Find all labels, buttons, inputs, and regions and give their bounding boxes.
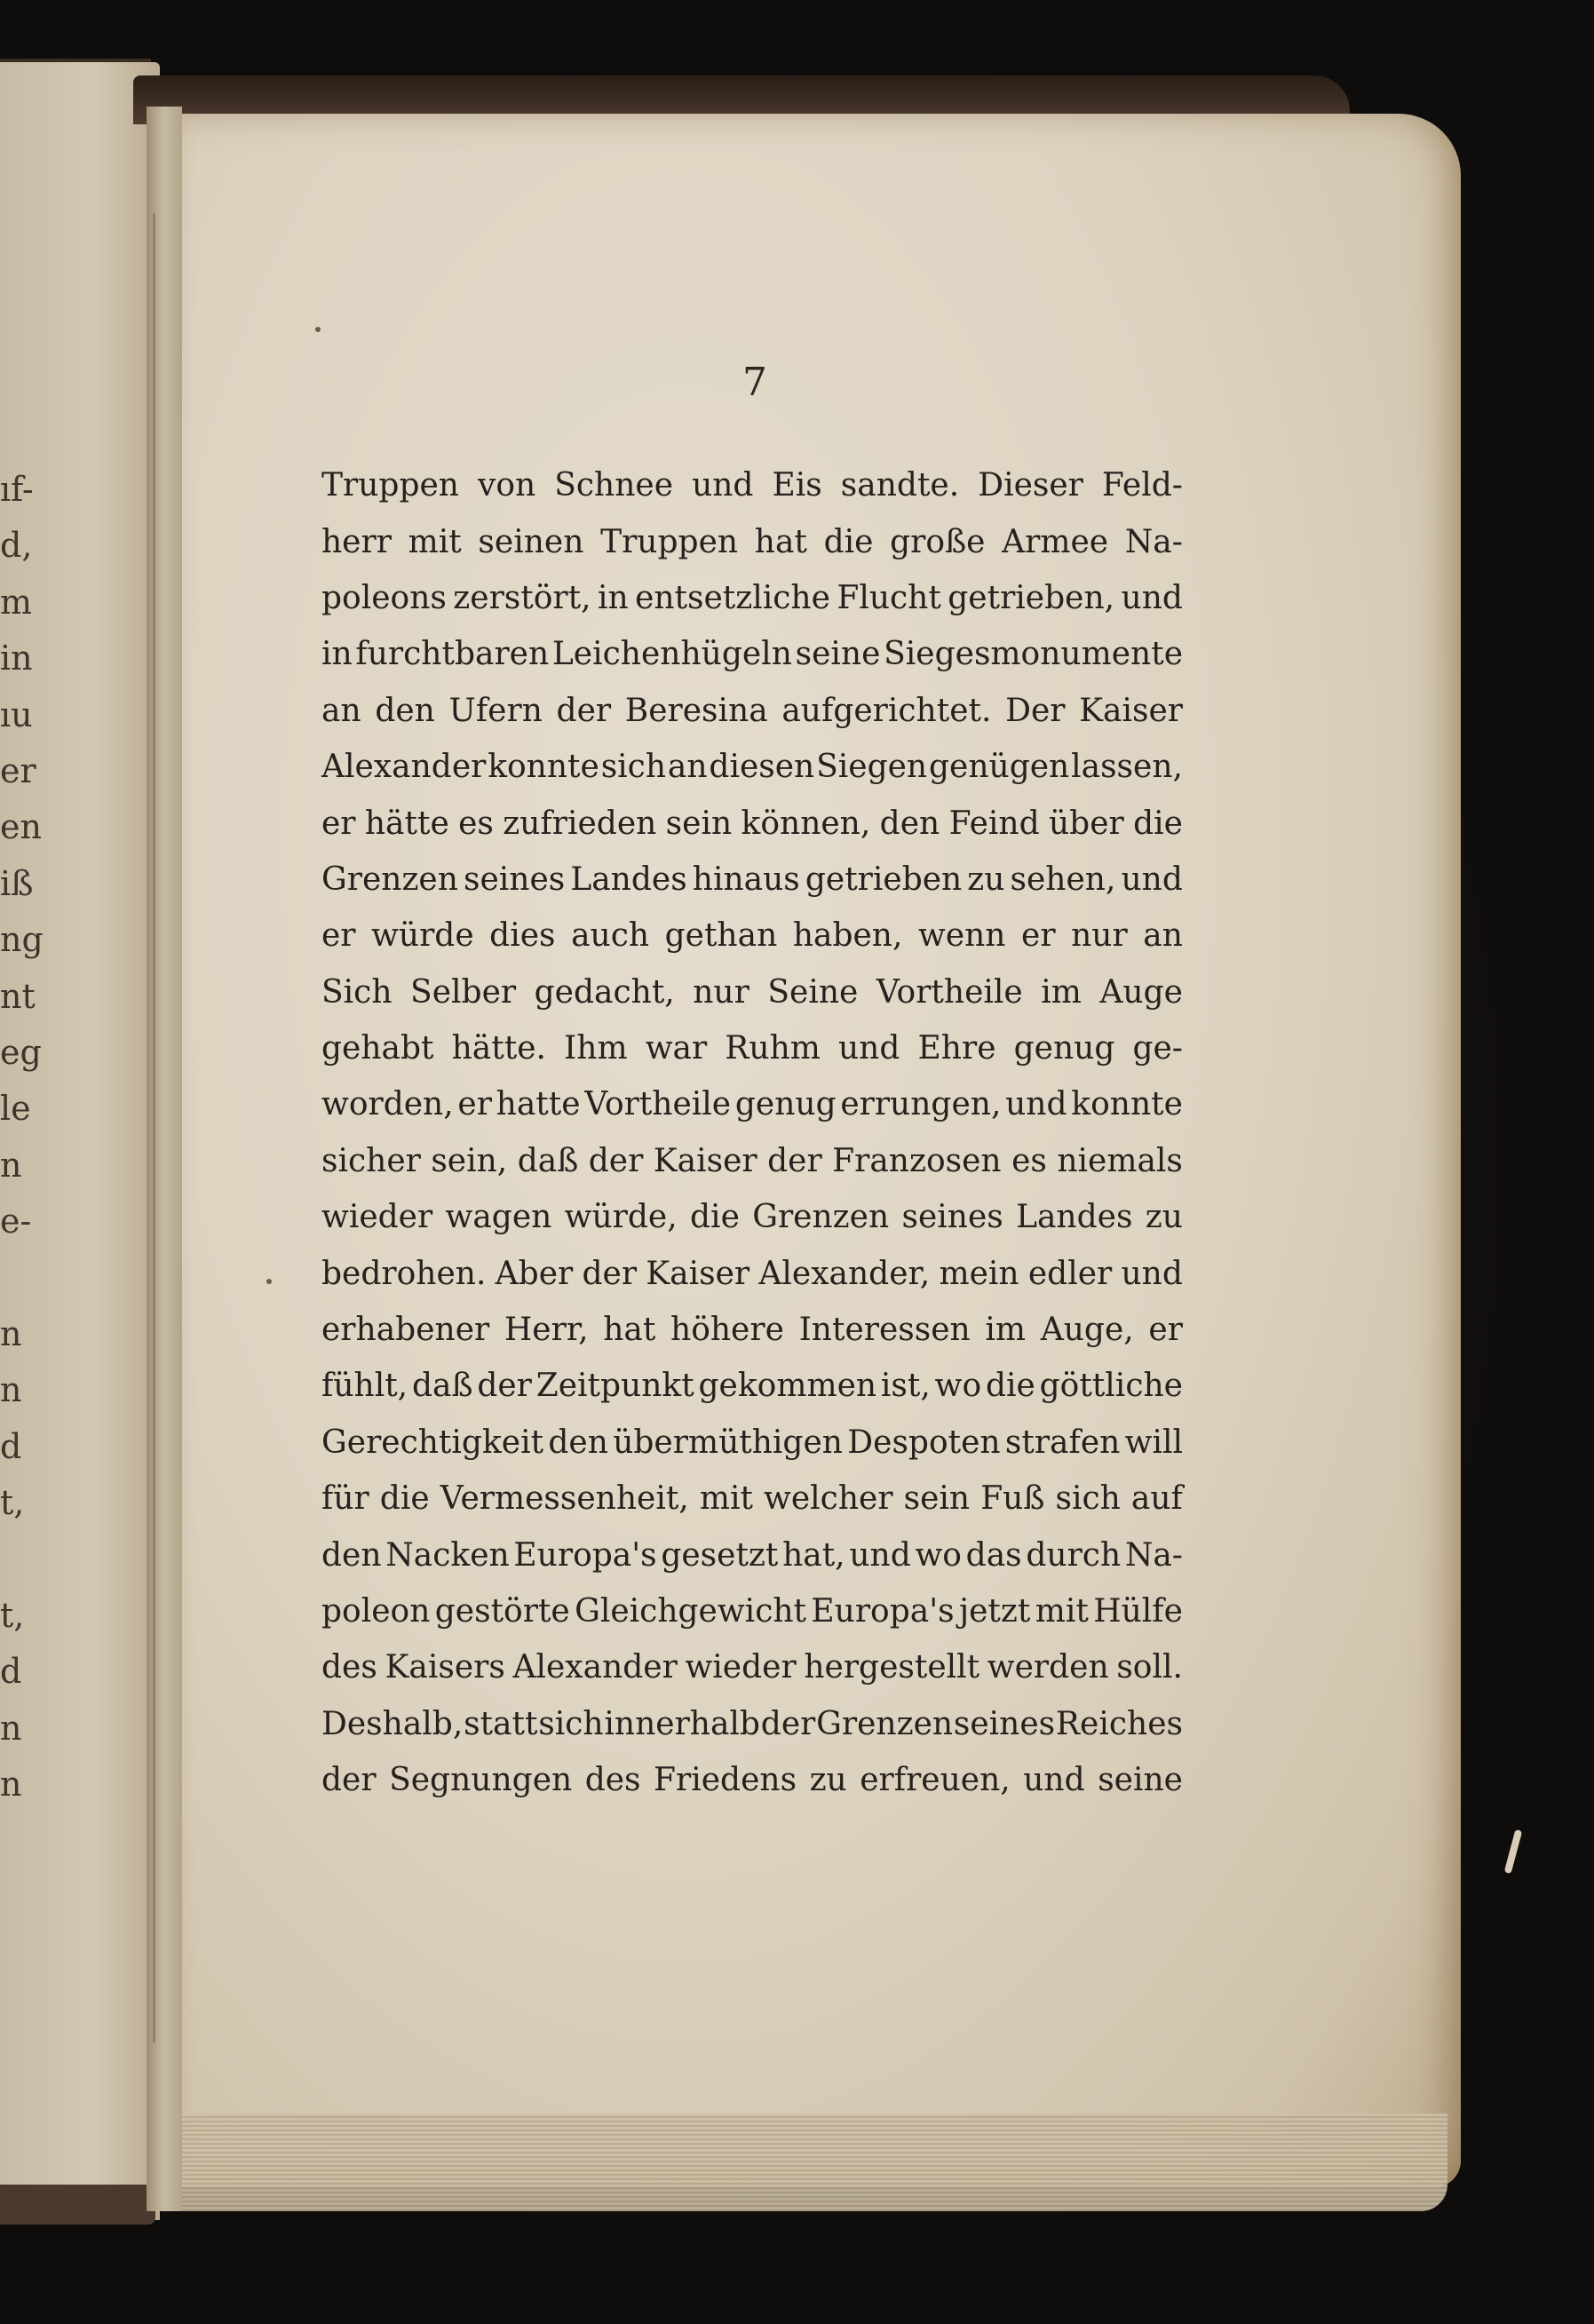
text-line: der Segnungen des Friedens zu erfreuen, und seine [321,1762,1183,1799]
paper-speck [315,327,321,332]
left-page-fragment: nt [0,976,36,1016]
left-page-fragment: eg [0,1032,42,1072]
left-page-fragment: m [0,582,33,622]
left-page-fragment: e- [0,1202,32,1241]
left-page-fragment: d [0,1426,22,1466]
left-page-fragment: n [0,1708,22,1748]
text-line: Deshalb, statt sich innerhalb der Grenzen seines Reiches [321,1705,1183,1742]
gutter-fold-line [153,213,155,2042]
text-line: an den Ufern der Beresina aufgerichtet. Der Kaiser [321,692,1183,729]
left-page-fragment: er [0,750,36,790]
left-page-fragment [0,1531,27,1587]
text-line: Truppen von Schnee und Eis sandte. Dieser Feld- [321,467,1183,504]
text-line: Sich Selber gedacht, nur Seine Vortheile im Auge [321,973,1183,1011]
text-line: Grenzen seines Landes hinaus getrieben zu sehen, und [321,861,1183,898]
left-page-fragment: d, [0,526,33,566]
left-cover-bottom [0,2185,155,2225]
text-line: er würde dies auch gethan haben, wenn er nur an [321,917,1183,955]
page-edges [169,2114,1447,2211]
text-line: gehabt hätte. Ihm war Ruhm und Ehre genug ge- [321,1030,1183,1067]
left-page-fragment: le [0,1089,31,1129]
left-page-text-fragments [0,462,44,1812]
left-page-fragment: en [0,807,42,847]
left-page-fragment: ng [0,920,44,960]
text-line: Gerechtigkeit den übermüthigen Despoten strafen will [321,1424,1183,1461]
text-line: erhabener Herr, hat höhere Interessen im Auge, er [321,1312,1183,1349]
text-line: fühlt, daß der Zeitpunkt gekommen ist, wo die göttliche [321,1368,1183,1405]
text-line: den Nacken Europa's gesetzt hat, und wo das durch Na- [321,1536,1183,1574]
left-page-fragment: iß [0,863,34,903]
paper-speck [266,1279,272,1284]
text-line: worden, er hatte Vortheile genug errungen, und konnte [321,1086,1183,1123]
text-line: sicher sein, daß der Kaiser der Franzosen es niemals [321,1142,1183,1179]
left-page-fragment: n [0,1145,22,1185]
left-page-fragment: t, [0,1483,25,1523]
page-number: 7 [742,360,767,405]
text-line: poleons zerstört, in entsetzliche Flucht getrieben, und [321,579,1183,616]
left-page-fragment [0,1249,27,1305]
text-line: des Kaisers Alexander wieder hergestellt werden soll. [321,1649,1183,1686]
left-page-fragment: n [0,1313,22,1353]
left-page-fragment: n [0,1764,22,1804]
text-line: wieder wagen würde, die Grenzen seines Landes zu [321,1199,1183,1236]
left-page-fragment: ıf- [0,470,34,509]
text-line: poleon gestörte Gleichgewicht Europa's jetzt mit Hülfe [321,1593,1183,1630]
left-page-fragment: in [0,639,33,678]
left-page-fragment: d [0,1652,22,1692]
text-line: Alexander konnte sich an diesen Siegen genügen lassen, [321,749,1183,786]
text-line: für die Vermessenheit, mit welcher sein Fuß sich auf [321,1480,1183,1518]
left-page-fragment: t, [0,1595,25,1635]
text-line: in furchtbaren Leichenhügeln seine Siegesmonumente [321,636,1183,673]
left-page-fragment: ıu [0,694,33,734]
page-body-text [321,457,1183,1808]
left-page-fragment: n [0,1370,22,1410]
text-line: herr mit seinen Truppen hat die große Armee Na- [321,523,1183,560]
book-gutter [147,107,182,2211]
text-line: bedrohen. Aber der Kaiser Alexander, mein edler und [321,1255,1183,1292]
text-line: er hätte es zufrieden sein können, den Feind über die [321,805,1183,842]
